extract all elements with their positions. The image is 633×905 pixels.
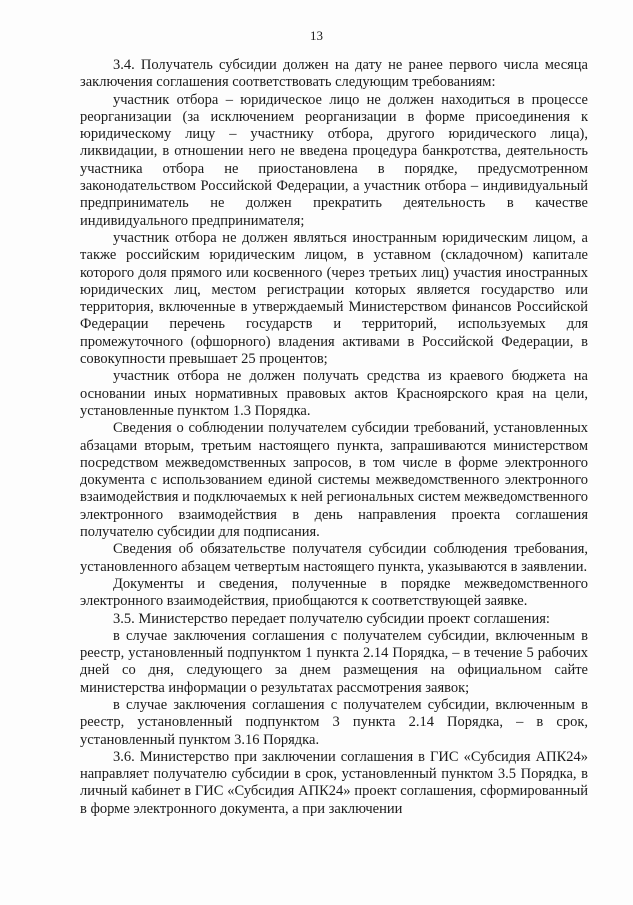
paragraph-requirement-regional-budget: участник отбора не должен получать средства из краевого бюджета на основании иных нормативных правовых актов Красноярского края на цели, установленные пунктом 1.3 Порядка.	[80, 368, 588, 419]
paragraph-3-4: 3.4. Получатель субсидии должен на дату не ранее первого числа месяца заключения соглашения соответствовать следующим требованиям:	[80, 57, 588, 91]
paragraph-registry-subpoint-3: в случае заключения соглашения с получателем субсидии, включенным в реестр, установленный подпунктом 3 пункта 2.14 Порядка, – в срок, установленный пунктом 3.16 Порядка.	[80, 696, 588, 748]
paragraph-interagency-requests: Сведения о соблюдении получателем субсидии требований, установленных абзацами вторым, третьим настоящего пункта, запрашиваются министерством посредством межведомственных запросов, в том числе в форме электронного документа с использованием единой системы межведомственного электронного взаимодействия и подключаемых к ней региональных систем межведомственного электронного взаимодействия в день направления проекта соглашения получателю субсидии для подписания.	[80, 420, 588, 541]
document-body	[80, 57, 588, 818]
paragraph-requirement-reorganization: участник отбора – юридическое лицо не должен находиться в процессе реорганизации (за исключением реорганизации в форме присоединения к юридическому лицу – участнику отбора, другого юридического лица), ликвидации, в отношении него не введена процедура банкротства, деятельность участника отбора не приостановлена в порядке, предусмотренном законодательством Российской Федерации, а участник отбора – индивидуальный предприниматель не должен прекратить деятельность в качестве индивидуального предпринимателя;	[80, 91, 588, 229]
paragraph-3-5: 3.5. Министерство передает получателю субсидии проект соглашения:	[113, 610, 550, 627]
paragraph-3-6: 3.6. Министерство при заключении соглашения в ГИС «Субсидия АПК24» направляет получателю субсидии в срок, установленный пунктом 3.5 Порядка, в личный кабинет в ГИС «Субсидия АПК24» проект соглашения, сформированный в форме электронного документа, а при заключении	[80, 748, 588, 817]
paragraph-obligation-statement: Сведения об обязательстве получателя субсидии соблюдения требования, установленного абзацем четвертым настоящего пункта, указываются в заявлении.	[80, 541, 588, 575]
paragraph-documents-attached: Документы и сведения, полученные в порядке межведомственного электронного взаимодействия, приобщаются к соответствующей заявке.	[80, 575, 588, 610]
paragraph-requirement-foreign-entity: участник отбора не должен являться иностранным юридическим лицом, а также российским юридическим лицом, в уставном (складочном) капитале которого доля прямого или косвенного (через третьих лиц) участия иностранных юридических лиц, местом регистрации которых является государство или территория, включенные в утверждаемый Министерством финансов Российской Федерации перечень государств и территорий, используемых для промежуточного (офшорного) владения активами в Российской Федерации, в совокупности превышает 25 процентов;	[80, 229, 588, 368]
paragraph-registry-subpoint-1: в случае заключения соглашения с получателем субсидии, включенным в реестр, установленный подпунктом 1 пункта 2.14 Порядка, – в течение 5 рабочих дней со дня, следующего за днем размещения на официальном сайте министерства информации о результатах рассмотрения заявок;	[80, 627, 588, 696]
page-number: 13	[310, 28, 323, 43]
